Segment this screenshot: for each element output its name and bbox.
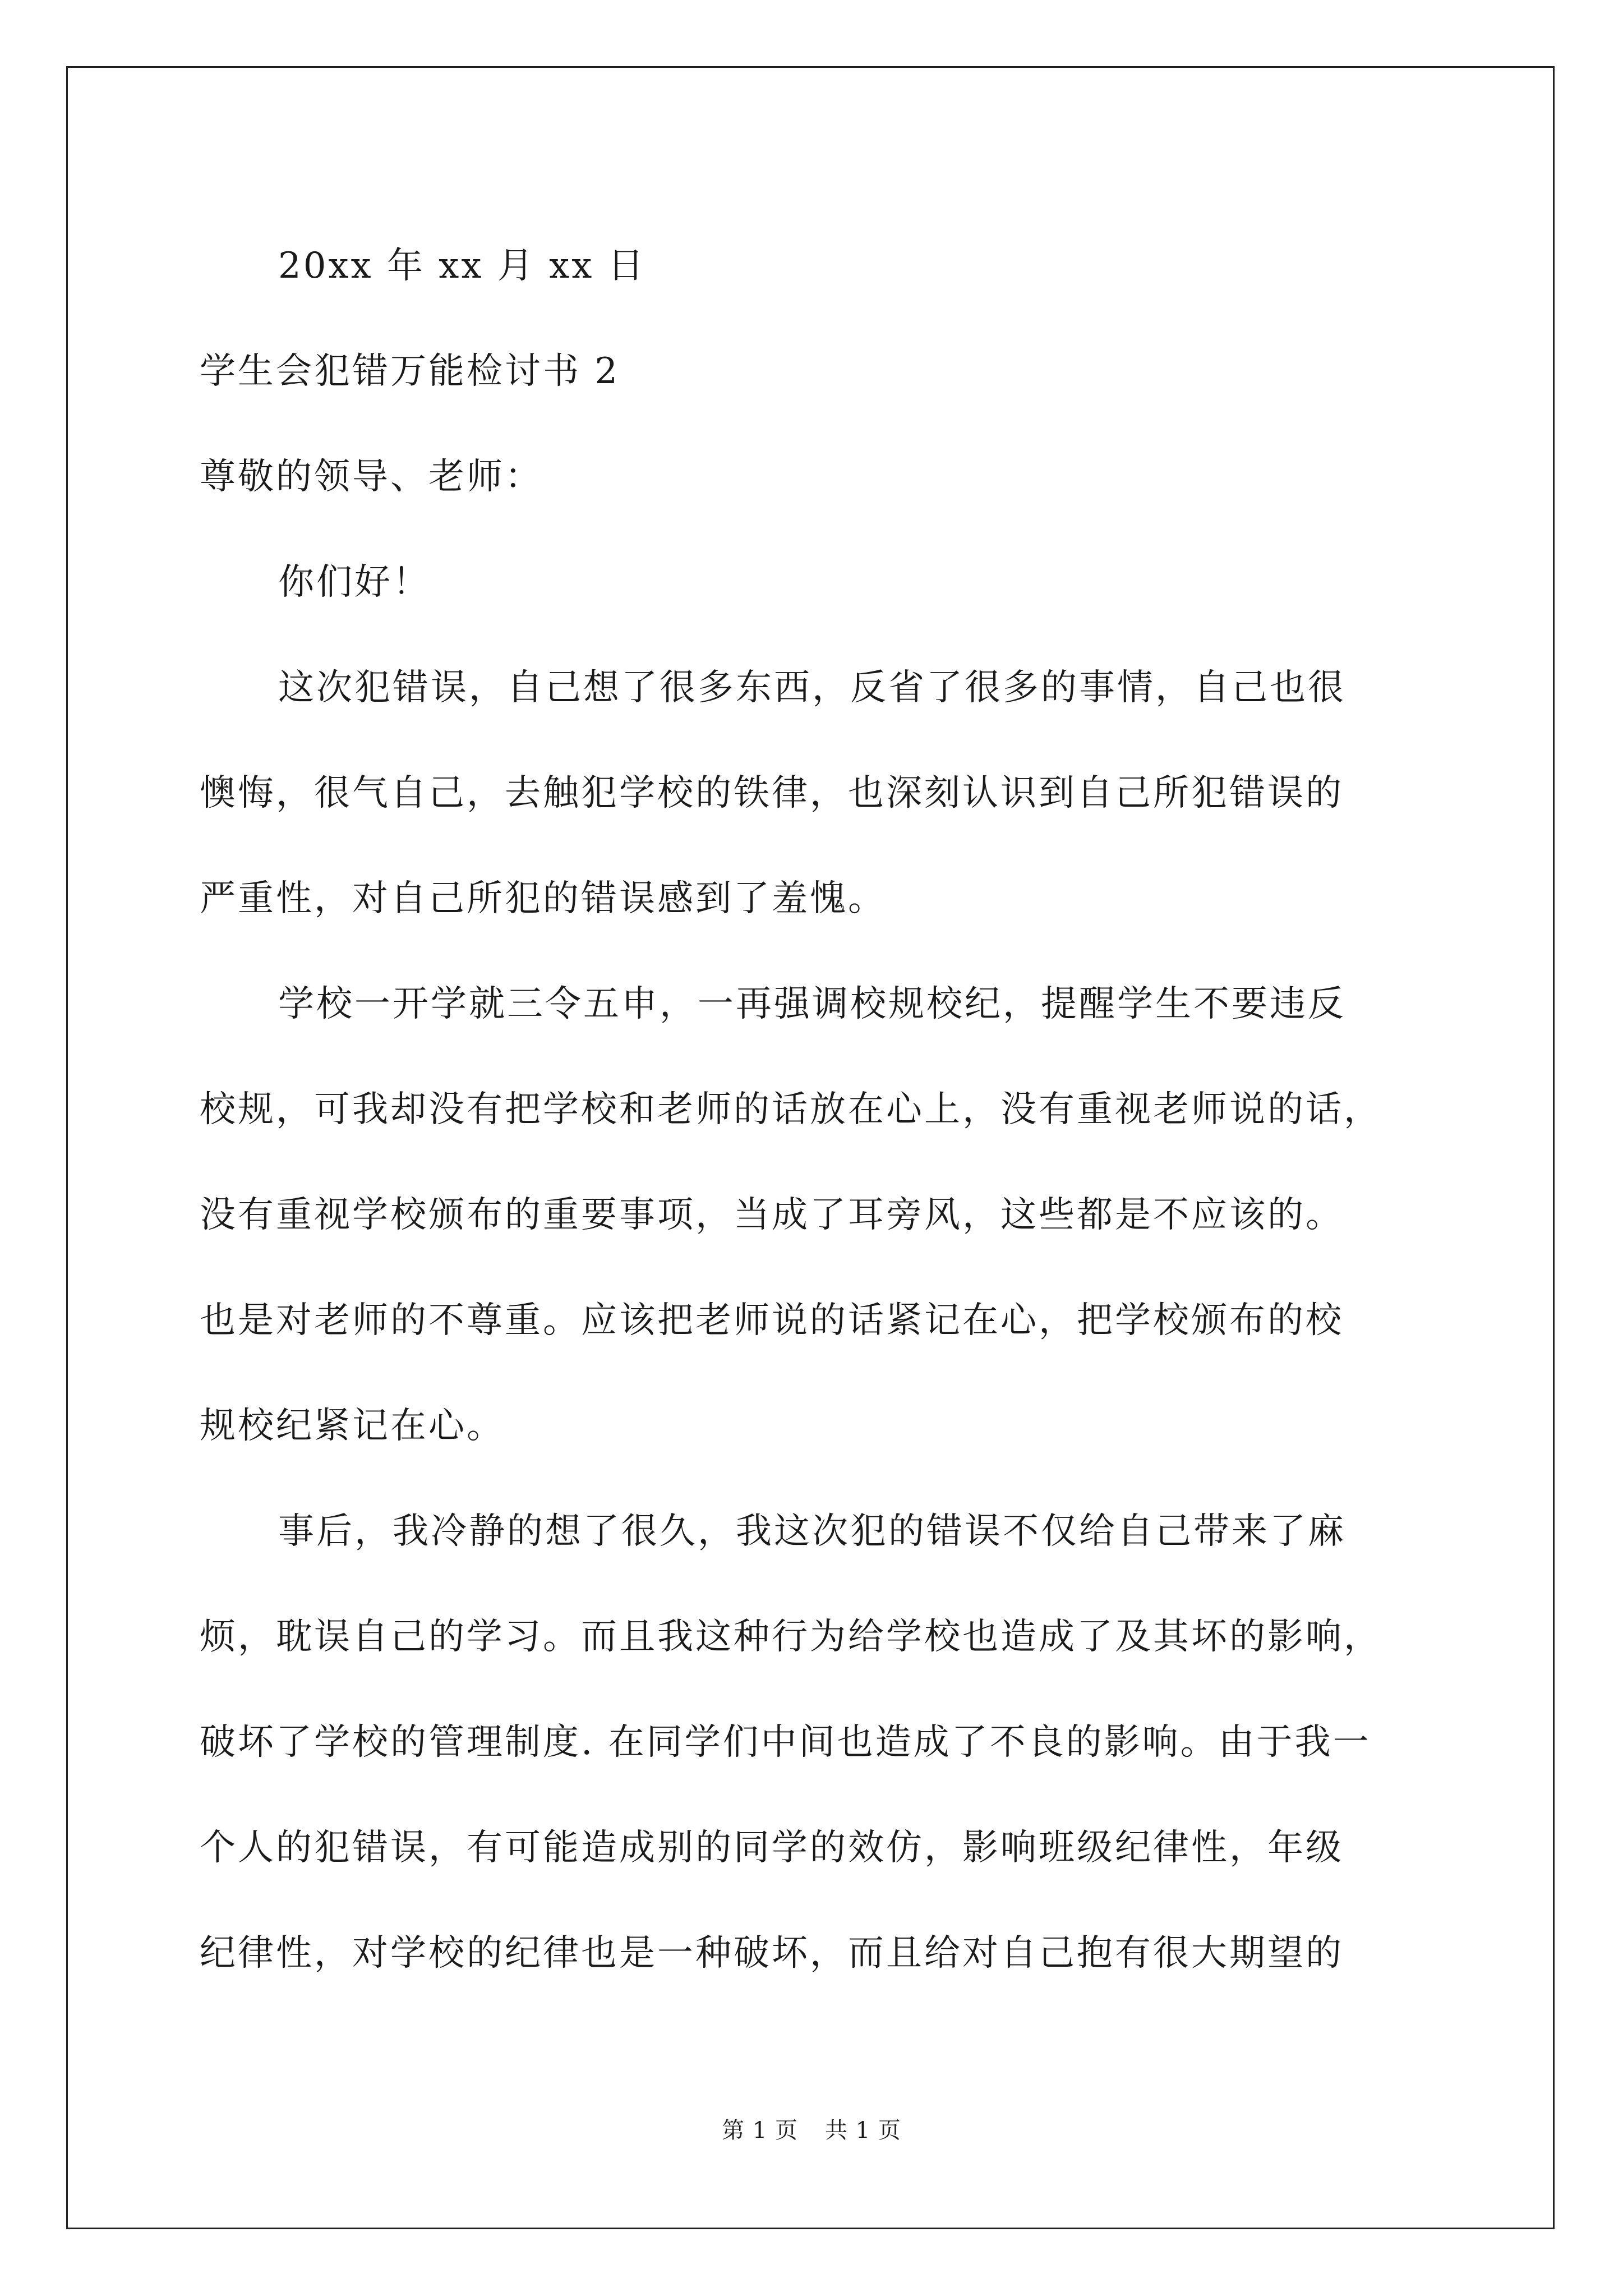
- body-line: 纪律性，对学校的纪律也是一种破坏，而且给对自己抱有很大期望的: [200, 1932, 1344, 1974]
- body-line: 这次犯错误，自己想了很多东西，反省了很多的事情，自己也很: [278, 667, 1346, 708]
- body-line: 严重性，对自己所犯的错误感到了羞愧。: [200, 878, 886, 919]
- body-text: [200, 635, 1422, 2006]
- document-greeting: 你们好！: [278, 562, 431, 603]
- body-line: 没有重视学校颁布的重要事项，当成了耳旁风，这些都是不应该的。: [200, 1194, 1344, 1236]
- body-line: 也是对老师的不尊重。应该把老师说的话紧记在心，把学校颁布的校: [200, 1300, 1344, 1341]
- body-line: 规校纪紧记在心。: [200, 1405, 505, 1447]
- document-salutation: 尊敬的领导、老师：: [200, 456, 543, 498]
- body-line: 个人的犯错误，有可能造成别的同学的效仿，影响班级纪律性，年级: [200, 1827, 1344, 1869]
- page-total: 共 1 页: [825, 2118, 901, 2143]
- body-line: 学校一开学就三令五申，一再强调校规校纪，提醒学生不要违反: [278, 983, 1346, 1025]
- page-number: 第 1 页: [722, 2118, 798, 2143]
- body-line: 校规，可我却没有把学校和老师的话放在心上，没有重视老师说的话，: [200, 1089, 1382, 1130]
- body-line: 烦，耽误自己的学习。而且我这种行为给学校也造成了及其坏的影响，: [200, 1616, 1382, 1658]
- document-date: 20xx 年 xx 月 xx 日: [278, 245, 646, 287]
- body-line: 事后，我冷静的想了很久，我这次犯的错误不仅给自己带来了麻: [278, 1511, 1346, 1552]
- body-line: 破坏了学校的管理制度. 在同学们中间也造成了不良的影响。由于我一: [200, 1722, 1371, 1763]
- body-line: 懊悔，很气自己，去触犯学校的铁律，也深刻认识到自己所犯错误的: [200, 772, 1344, 814]
- document-body: [200, 213, 1422, 2006]
- document-title: 学生会犯错万能检讨书 2: [200, 351, 620, 392]
- page-footer: [0, 2114, 1623, 2147]
